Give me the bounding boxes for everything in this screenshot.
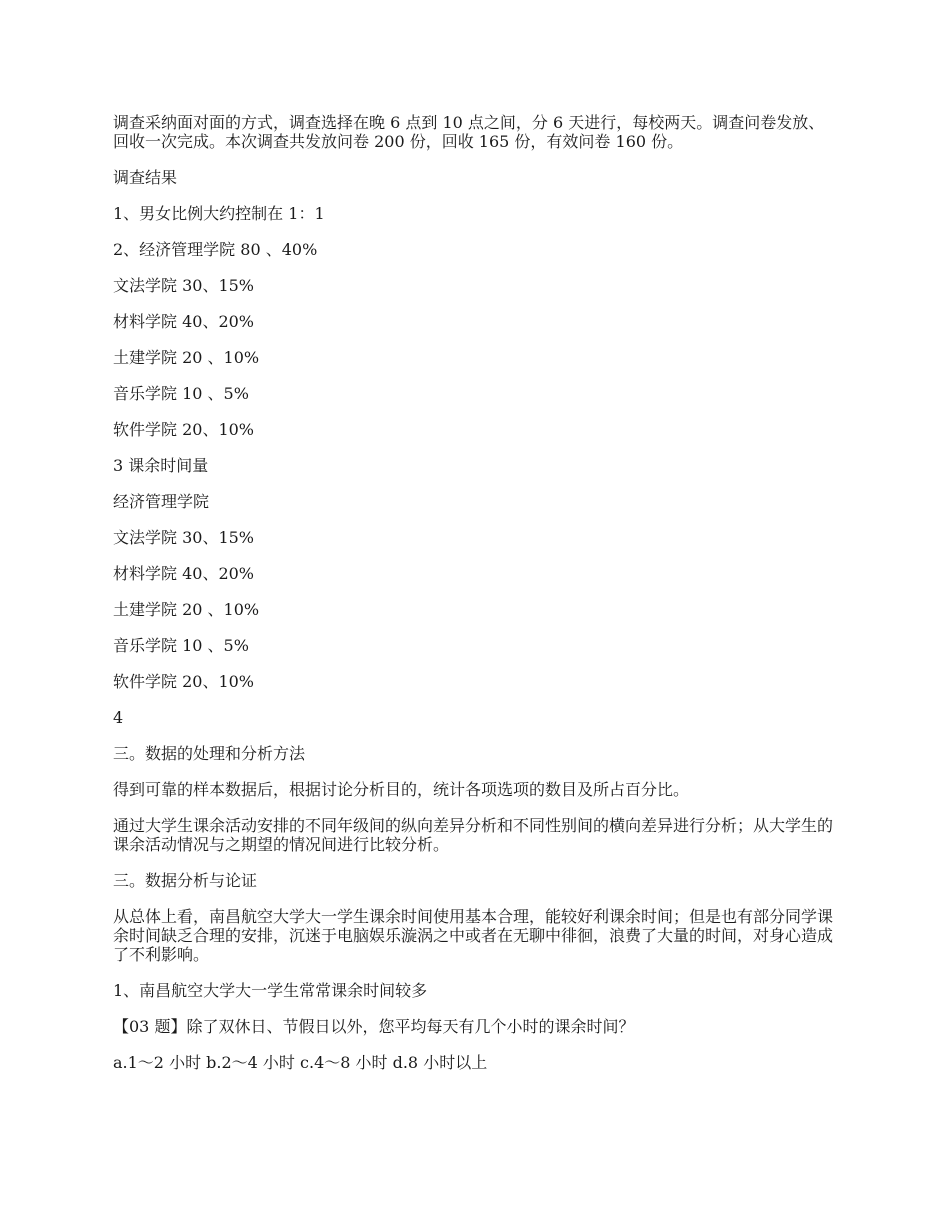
college-stat-line: 材料学院 40、20% xyxy=(113,312,255,331)
gender-ratio-line: 1、男女比例大约控制在 1：1 xyxy=(113,204,325,223)
college-stat-line: 材料学院 40、20% xyxy=(113,564,255,583)
analysis-method-paragraph: 通过大学生课余活动安排的不同年级间的纵向差异分析和不同性别间的横向差异进行分析；从大学生的课余活动情况与之期望的情况间进行比较分析。 xyxy=(113,816,834,854)
college-stat-line: 软件学院 20、10% xyxy=(113,672,255,691)
survey-method-paragraph: 调查采纳面对面的方式，调查选择在晚 6 点到 10 点之间，分 6 天进行，每校两天。调查问卷发放、回收一次完成。本次调查共发放问卷 200 份，回收 165 份，有效问卷 160 份。 xyxy=(113,113,825,151)
college-stat-line: 音乐学院 10 、5% xyxy=(113,636,249,655)
college-stat-line: 经济管理学院 xyxy=(113,492,210,511)
question-03-options: a.1～2 小时 b.2～4 小时 c.4～8 小时 d.8 小时以上 xyxy=(113,1053,488,1072)
document-page xyxy=(113,113,833,1089)
question-03: 【03 题】除了双休日、节假日以外，您平均每天有几个小时的课余时间？ xyxy=(113,1017,635,1036)
college-stat-line: 土建学院 20 、10% xyxy=(113,348,260,367)
data-analysis-heading: 三。数据分析与论证 xyxy=(113,871,258,890)
college-stat-line: 土建学院 20 、10% xyxy=(113,600,260,619)
survey-results-heading: 调查结果 xyxy=(113,168,178,187)
overview-paragraph: 从总体上看，南昌航空大学大一学生课余时间使用基本合理，能较好利课余时间；但是也有部分同学课余时间缺乏合理的安排，沉迷于电脑娱乐漩涡之中或者在无聊中徘徊，浪费了大量的时间，对身心造成了不利影响。 xyxy=(113,907,834,964)
item-number-4: 4 xyxy=(113,708,124,727)
college-stat-line: 音乐学院 10 、5% xyxy=(113,384,249,403)
data-processing-heading: 三。数据的处理和分析方法 xyxy=(113,744,306,763)
free-time-heading: 3 课余时间量 xyxy=(113,456,209,475)
college-stat-line: 文法学院 30、15% xyxy=(113,276,255,295)
finding-1-heading: 1、南昌航空大学大一学生常常课余时间较多 xyxy=(113,981,428,1000)
data-processing-paragraph: 得到可靠的样本数据后，根据讨论分析目的，统计各项选项的数目及所占百分比。 xyxy=(113,780,690,799)
college-stat-line: 软件学院 20、10% xyxy=(113,420,255,439)
college-stat-line: 文法学院 30、15% xyxy=(113,528,255,547)
college-stat-line: 2、经济管理学院 80 、40% xyxy=(113,240,318,259)
